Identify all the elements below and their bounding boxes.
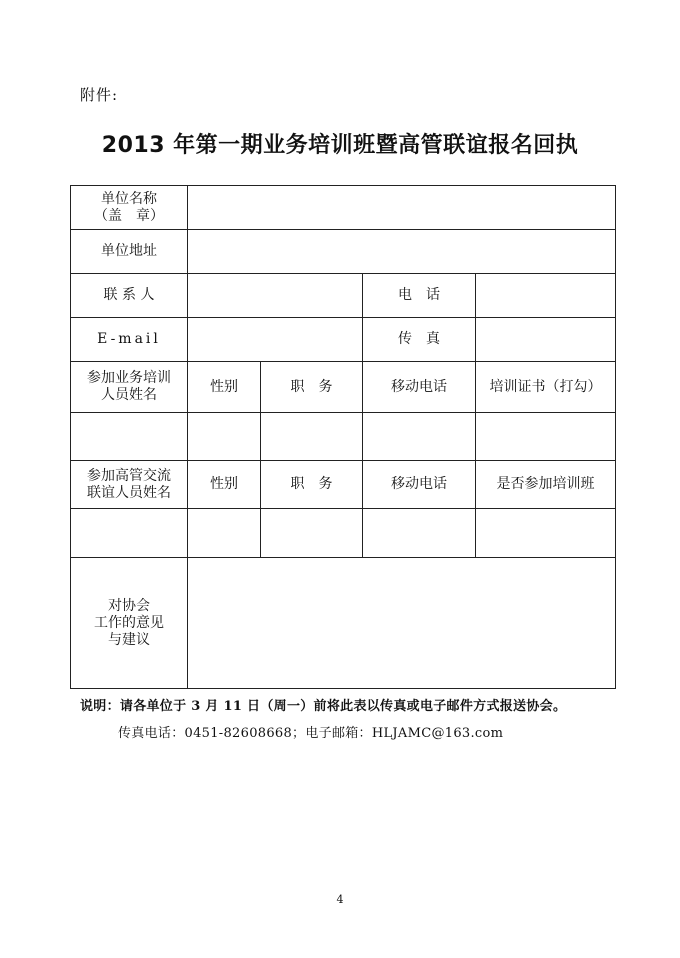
exchange-attend-field[interactable] bbox=[476, 509, 616, 558]
fax-field[interactable] bbox=[476, 318, 616, 362]
row-unit-name bbox=[71, 186, 616, 230]
opinion-label-line1: 对协会 bbox=[108, 597, 150, 614]
training-names-label-line1: 参加业务培训 bbox=[87, 370, 171, 386]
contact-note: 传真电话：0451-82608668；电子邮箱：HLJAMC@163.com bbox=[118, 726, 504, 741]
exchange-position-field[interactable] bbox=[261, 509, 363, 558]
row-exchange-entry bbox=[71, 509, 616, 558]
row-training-entry bbox=[71, 413, 616, 461]
phone-label: 电 话 bbox=[363, 274, 476, 318]
unit-address-field[interactable] bbox=[188, 230, 616, 274]
email-label: E-mail bbox=[71, 318, 188, 362]
instruction-note: 说明：请各单位于 3 月 11 日（周一）前将此表以传真或电子邮件方式报送协会。 bbox=[80, 699, 567, 714]
opinion-label-line3: 与建议 bbox=[108, 631, 150, 648]
row-unit-address bbox=[71, 230, 616, 274]
training-certificate-field[interactable] bbox=[476, 413, 616, 461]
exchange-position-header: 职 务 bbox=[261, 461, 363, 509]
row-email-fax bbox=[71, 318, 616, 362]
row-contact bbox=[71, 274, 616, 318]
training-mobile-field[interactable] bbox=[363, 413, 476, 461]
row-training-header bbox=[71, 362, 616, 413]
page-title: 2013 年第一期业务培训班暨高管联谊报名回执 bbox=[101, 133, 579, 158]
fax-label: 传 真 bbox=[363, 318, 476, 362]
unit-name-label-line2: （盖 章） bbox=[94, 207, 164, 224]
training-mobile-header: 移动电话 bbox=[363, 362, 476, 413]
opinion-field[interactable] bbox=[188, 558, 616, 689]
opinion-label bbox=[71, 558, 188, 689]
unit-address-label: 单位地址 bbox=[71, 230, 188, 274]
exchange-names-label bbox=[71, 461, 188, 509]
training-name-field[interactable] bbox=[71, 413, 188, 461]
training-position-field[interactable] bbox=[261, 413, 363, 461]
unit-name-label-line1: 单位名称 bbox=[101, 190, 157, 207]
exchange-gender-field[interactable] bbox=[188, 509, 261, 558]
exchange-name-field[interactable] bbox=[71, 509, 188, 558]
exchange-attend-header: 是否参加培训班 bbox=[476, 461, 616, 509]
exchange-gender-header: 性别 bbox=[188, 461, 261, 509]
opinion-label-line2: 工作的意见 bbox=[94, 614, 164, 631]
row-opinion bbox=[71, 558, 616, 689]
training-gender-field[interactable] bbox=[188, 413, 261, 461]
training-position-header: 职 务 bbox=[261, 362, 363, 413]
training-names-label bbox=[71, 362, 188, 413]
exchange-mobile-header: 移动电话 bbox=[363, 461, 476, 509]
contact-person-field[interactable] bbox=[188, 274, 363, 318]
training-certificate-header: 培训证书（打勾） bbox=[476, 362, 616, 413]
training-names-label-line2: 人员姓名 bbox=[101, 387, 157, 403]
row-exchange-header bbox=[71, 461, 616, 509]
training-gender-header: 性别 bbox=[188, 362, 261, 413]
page-number: 4 bbox=[336, 893, 344, 906]
exchange-names-label-line2: 联谊人员姓名 bbox=[87, 484, 171, 501]
attachment-label: 附件: bbox=[80, 86, 119, 104]
unit-name-field[interactable] bbox=[188, 186, 616, 230]
phone-field[interactable] bbox=[476, 274, 616, 318]
unit-name-label bbox=[71, 186, 188, 230]
email-field[interactable] bbox=[188, 318, 363, 362]
exchange-mobile-field[interactable] bbox=[363, 509, 476, 558]
contact-person-label: 联 系 人 bbox=[71, 274, 188, 318]
exchange-names-label-line1: 参加高管交流 bbox=[87, 467, 171, 484]
registration-form-table bbox=[70, 185, 616, 689]
